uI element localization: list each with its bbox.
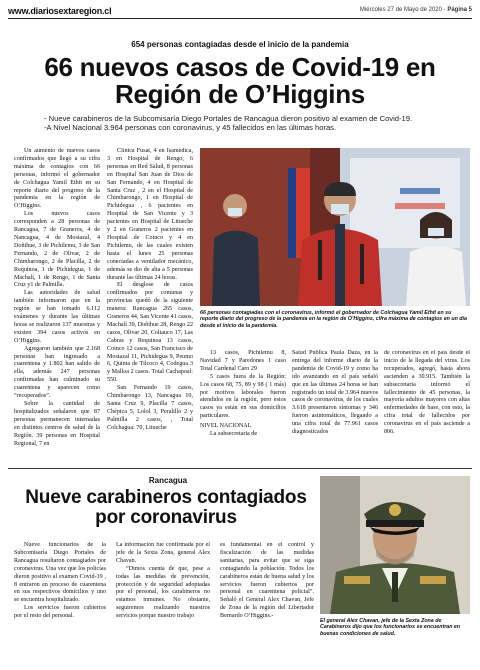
general-portrait-image — [320, 476, 470, 614]
subheading: NIVEL NACIONAL — [200, 423, 252, 430]
deck-line-1: - Nueve carabineros de la Subcomisaría Diego Portales de Rancagua dieron positivo al examen de Covid-19. — [44, 114, 413, 123]
paragraph: Nueve funcionarios de la Subcomisaría Diego Portales de Rancagua resultaron contagiados por coronavirus. Una vez que los policías dieron positivo al examen Covid-19 , 8 entraron en proceso de cuarentena en sus respectivos domicilios y uno se encuentra hospitalizado. — [14, 542, 106, 604]
story1-headline: 66 nuevos casos de Covid-19 en Región de O’Higgins — [44, 52, 436, 109]
paragraph: Salud Pública Paula Daza, en la entrega del informe diario de la pandemia de Covid-19 y como ha ido avanzando en el país señaló que en las últimas 24 horas se han registrado un total de 3.964 nuevos casos de coronavirus, de los cuales 3.618 presentaron síntomas y 346 fueron asintomáticos, llegando a una cifra total de 77.961 casos diagnosticados — [292, 350, 378, 436]
story2-photo — [320, 476, 470, 614]
paragraph: San Fernando 19 casos, Chimbarongo 13, Nancagua 10, Santa Cruz 9, Placilla 7 casos, Chépica 5, Lolol 3, Peralillo 2 y Palmilla 2 casos, , Total Colchagua: 70, Litueche — [107, 385, 193, 431]
paragraph: Sobre la cantidad de hospitalizados señalaron que 87 personas permanecen internadas en distintos centros de salud de la Región. 39 personas en Hospital Regional, 7 en — [14, 401, 100, 447]
paragraph: 13 casos, Pichilemu 8, Navidad 7 y Paredones 1 caso Total Cardenal Caro 29 — [200, 350, 286, 372]
press-conference-image — [200, 148, 470, 306]
story1-column-3 — [200, 350, 286, 464]
story2-column-1 — [14, 542, 106, 664]
paragraph: Agregaron también que 2.168 personas han ingresado a cuarentena y 1.802 han salido de ella, además 247 personas confirmadas han culminado su cuarentena y aparecen como “recuperados”. — [14, 345, 100, 400]
date-text: Miércoles 27 de Mayo de 2020 - — [359, 7, 446, 13]
page-number: Página 5 — [447, 7, 472, 13]
story2-kicker: Rancagua — [148, 476, 188, 485]
story1-column-1 — [14, 148, 100, 462]
page-header — [8, 6, 472, 19]
story1-photo — [200, 148, 470, 306]
paragraph: La subsecretaria de — [210, 431, 258, 438]
story2-column-2 — [116, 542, 210, 664]
paragraph: La información fue confirmada por el jefe de la Sexta Zona, general Alex Chavan. — [116, 542, 210, 564]
paragraph: Clínica Fusat, 4 en Isamédica, 3 en Hospital de Rengo, 6 personas en Red Salud, 8 personas en Hospital San Juan de Dios de San Fernando, 4 en Hospital de Santa Cruz , 2 en el Hospital de Chimbarongo, 1 en Hospital de Pichidegua , 6 pacientes en Hospital de San Vicente y 3 pacientes en Hospital de Litueche y 2 en Graneros 2 pacientes en Hospital de Coinco y 4 en Pichilemu, de las cuales existen hasta el lunes 25 personas conectadas a ventilador mecánico, además se dio de alta a 5 personas durante las últimas 24 horas. — [107, 148, 193, 281]
story1-column-5 — [384, 350, 470, 464]
paragraph: 5 casos fuera de la Región: Los casos 68, 75, 89 y 98 ( 1 más) por motivos laborales fueron atendidos en la región, pero estos casos ya están en sus domicilios particulares. — [200, 373, 286, 420]
story2-photo-caption: El general Alex Chavan, jefe de la Sexta Zona de Carabineros dijo que los funcionarios se encuentran en buenas condiciones de salud. — [320, 618, 461, 637]
story2-column-3 — [220, 542, 314, 664]
paragraph: “Dimos cuenta de que, pese a todas las medidas de prevención, protección y de seguridad adoptadas por el personal, los carabineros no estamos inmunes. No obstante, seguiremos realizando nuestros servicios porque nuestro trabajo — [116, 565, 210, 620]
paragraph: Los servicios fueron cubiertos por el resto del personal. — [14, 605, 106, 620]
story1-photo-caption: 66 personas contagiadas con el coronavirus, informó el gobernador de Colchagua Yamil Ethit en su reporte diario del progreso de la pandemia en la región de O’Higgins, cifra máxima de contagios en un día desde el inicio de la pandemia. — [200, 310, 467, 329]
paragraph: Las autoridades de salud también informaron que en la región se han tomado 6.112 exámenes y durante las últimas horas se realizaron 137 muestras y existen 394 casos activos en O’Higgins. — [14, 290, 100, 344]
story1-column-4 — [292, 350, 378, 464]
dateline — [360, 7, 472, 13]
paragraph: de coronavirus en el país desde el inicio de la llegada del virus. Los recuperados, agregó, hasta ahora ascienden a 30.915. También la subsecretaria informó el fallecimiento de 45 personas, la mayoría adultos mayores con altas enfermedades de base, con esto, la cifra total de fallecidos por coronavirus en el país asciende a 806. — [384, 350, 470, 436]
story2-headline: Nueve carabineros contagiados por coronavirus — [25, 487, 307, 528]
paragraph: Los nuevos casos corresponden a 28 personas de Rancagua, 7 de Graneros, 4 de Nancagua, 4 de Mostazal, 4 Doñihue, 3 de Pichilemu, 3 de San Fernando, 2 de Olivar, 2 de Chimbarongo, 2 de Placilla, 2 de Requinoa, 1 de Pichidegua, 1 de Machalí, 1 de Rengo, 1 de Santa Cruz y1 de Palmilla. — [14, 211, 100, 289]
section-divider — [8, 468, 472, 469]
deck-line-2: -A Nivel Nacional 3.964 personas con coronavirus, y 45 fallecidos en las últimas horas. — [44, 123, 337, 132]
site-url[interactable]: www.diariosextaregion.cl — [8, 6, 112, 16]
story1-column-2 — [107, 148, 193, 462]
paragraph: es fundamental en el control y fiscalización de las medidas sanitarias, para evitar que se siga contagiando la población. Todos los carabineros están de buena salud y los servicios fueron cubiertos por personal en cuarentena policial”. Señaló el General Alex Chavan, Jefe de Zona de la región del Libertador Bernardo O’Higgins.- — [220, 542, 314, 620]
paragraph: El desglose de casos confirmados por comunas y provincias quedó de la siguiente manera: Rancagua 265 casos, Graneros 44, San Vicente 41 casos, Machalí 39, Doñihue 28, Rengo 22 casos, Olivar 20, Coltauco 17, Las Cabras y Requinoa 13 casos, Coinco 12 casos, San Francisco de Mostazal 11, Pichidegua 9, Peumo 6, Quinta de Tilcoco 4, Codegua 3 y Malloa 2 casos. Total Cachapoal: 550. — [107, 282, 193, 384]
story1-kicker: 654 personas contagiadas desde el inicio de la pandemia — [131, 40, 349, 49]
paragraph: Un aumento de nuevos casos confirmados que llegó a su cifra máxima de contagios con 66 personas, informó el gobernador de Colchagua Yamil Ethit en su reporte diario del progreso de la pandemia en la región de O’Higgins. — [14, 148, 100, 210]
story1-deck — [44, 114, 458, 132]
